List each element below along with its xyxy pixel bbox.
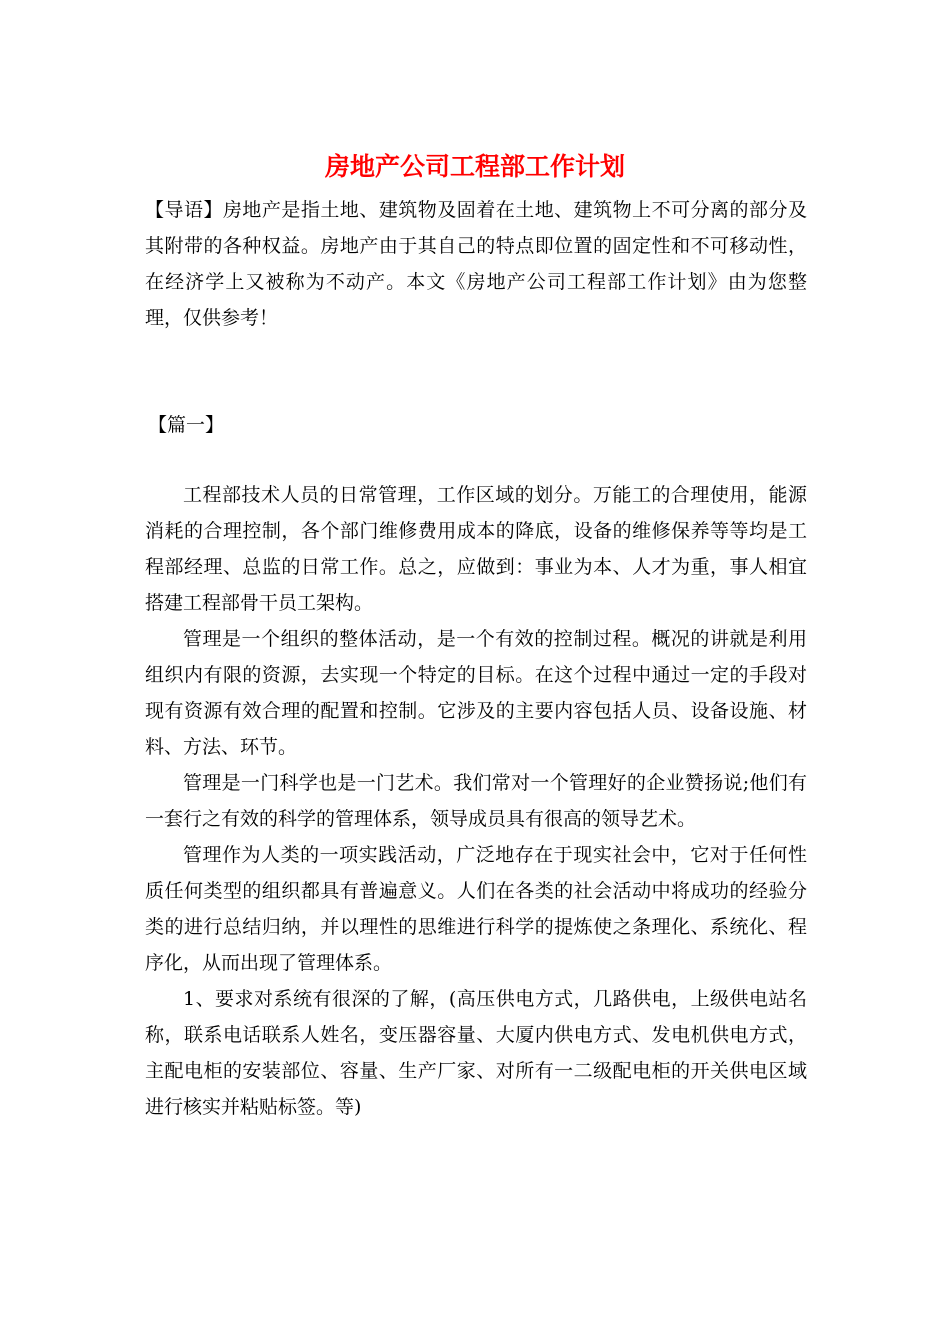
body-paragraph: 管理是一门科学也是一门艺术。我们常对一个管理好的企业赞扬说;他们有一套行之有效的科学的管理体系，领导成员具有很高的领导艺术。 <box>145 772 807 830</box>
intro-text: 【导语】房地产是指土地、建筑物及固着在土地、建筑物上不可分离的部分及其附带的各种权益。房地产由于其自己的特点即位置的固定性和不可移动性，在经济学上又被称为不动产。本文《房地产公司工程部工作计划》由为您整理，仅供参考！ <box>145 199 807 329</box>
section-label: 【篇一】 <box>148 414 225 436</box>
body-paragraph: 管理是一个组织的整体活动，是一个有效的控制过程。概况的讲就是利用组织内有限的资源，去实现一个特定的目标。在这个过程中通过一定的手段对现有资源有效合理的配置和控制。它涉及的主要内容包括人员、设备设施、材料、方法、环节。 <box>145 628 807 758</box>
body-paragraph: 1、要求对系统有很深的了解，(高压供电方式，几路供电，上级供电站名称，联系电话联系人姓名，变压器容量、大厦内供电方式、发电机供电方式，主配电柜的安装部位、容量、生产厂家、对所有一二级配电柜的开关供电区域进行核实并粘贴标签。等) <box>145 988 807 1118</box>
document-title: 房地产公司工程部工作计划 <box>324 152 625 181</box>
intro-paragraph <box>145 192 807 336</box>
body-paragraph: 工程部技术人员的日常管理，工作区域的划分。万能工的合理使用，能源消耗的合理控制，各个部门维修费用成本的降底，设备的维修保养等等均是工程部经理、总监的日常工作。总之，应做到：事业为本、人才为重，事人相宜搭建工程部骨干员工架构。 <box>145 484 807 614</box>
body-text <box>145 477 807 1125</box>
body-paragraph: 管理作为人类的一项实践活动，广泛地存在于现实社会中，它对于任何性质任何类型的组织都具有普遍意义。人们在各类的社会活动中将成功的经验分类的进行总结归纳，并以理性的思维进行科学的提炼使之条理化、系统化、程序化，从而出现了管理体系。 <box>145 844 807 974</box>
